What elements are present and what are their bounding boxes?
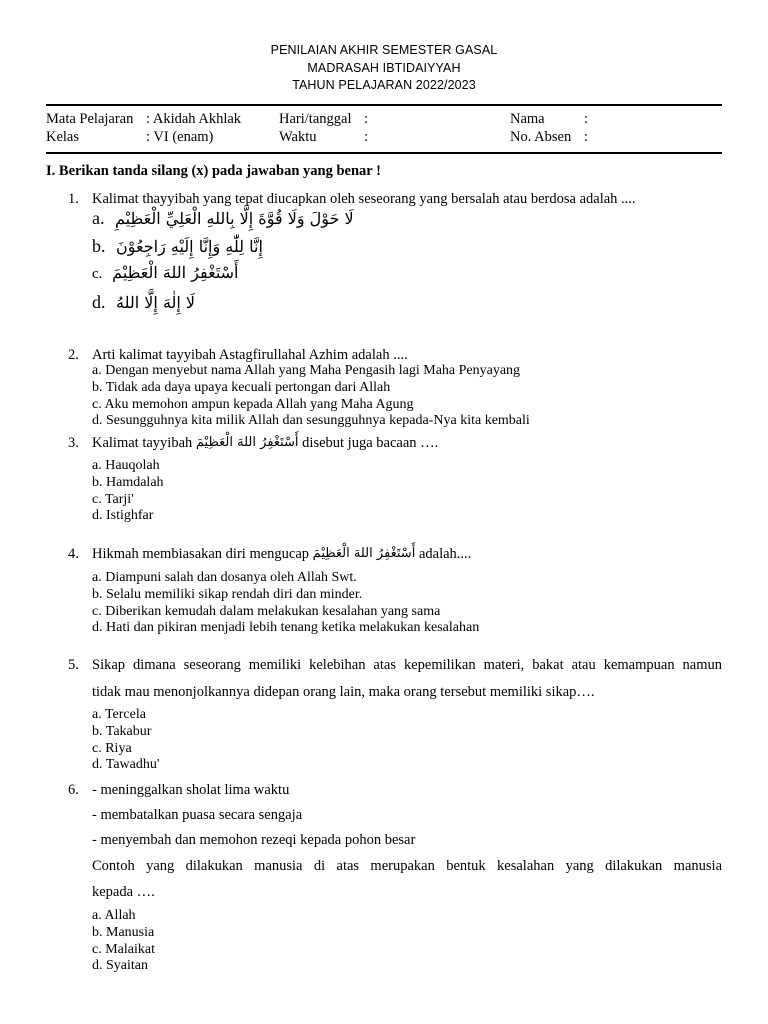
q3-option-d: d. Istighfar [92, 508, 154, 524]
q1-option-a-arabic: لَا حَوْلَ وَلَا قُوَّةَ إِلَّا بِاللهِ الْعَلِيِّ الْعَظِيْمِ [115, 209, 354, 228]
q5-text-line2: tidak mau menonjolkannya didepan orang lain, maka orang tersebut memiliki sikap…. [92, 684, 595, 700]
q4-option-d: d. Hati dan pikiran menjadi lebih tenang ketika melakukan kesalahan [92, 620, 480, 636]
q3-arabic: أَسْتَغْفِرُ اللهَ الْعَظِيْمَ [195, 435, 299, 450]
hari-value: : [364, 111, 369, 127]
q5-text-line1: Sikap dimana seseorang memiliki kelebihan atas kepemilikan materi, bakat atau kemampuan namun [92, 657, 722, 673]
kelas-label: Kelas [46, 129, 80, 145]
q6-option-b: b. Manusia [92, 924, 155, 940]
header-title: PENILAIAN AKHIR SEMESTER GASAL [270, 43, 498, 57]
mapel-label: Mata Pelajaran [46, 111, 134, 127]
q6-text-line2: kepada …. [92, 884, 155, 900]
q4-option-b: b. Selalu memiliki sikap rendah diri dan minder. [92, 586, 363, 602]
q1-option-d-letter: d. [92, 292, 106, 312]
q1-option-d-arabic: لَا إِلٰهَ إِلَّا اللهُ [116, 293, 196, 312]
q2-option-b: b. Tidak ada daya upaya kecuali pertongan dari Allah [92, 379, 391, 395]
exam-header [0, 42, 768, 95]
section-title: I. Berikan tanda silang (x) pada jawaban yang benar ! [46, 163, 381, 179]
q6-bullet-2: - membatalkan puasa secara sengaja [92, 807, 303, 823]
q6-option-a: a. Allah [92, 908, 136, 923]
header-year: TAHUN PELAJARAN 2022/2023 [292, 78, 476, 92]
q4-number: 4. [68, 546, 79, 562]
q2-option-a: a. Dengan menyebut nama Allah yang Maha Pengasih lagi Maha Penyayang [92, 363, 521, 378]
waktu-value: : [364, 129, 369, 145]
q3-number: 3. [68, 435, 79, 451]
q1-option-c [92, 263, 239, 283]
q1-option-b-letter: b. [92, 236, 106, 256]
q3-option-c: c. Tarji' [92, 491, 134, 507]
mapel-value: : Akidah Akhlak [146, 111, 242, 127]
q1-text: Kalimat thayyibah yang tepat diucapkan oleh seseorang yang bersalah atau berdosa adalah .... [92, 191, 636, 207]
q6-bullet-1: - meninggalkan sholat lima waktu [92, 782, 290, 798]
q5-options [92, 707, 159, 774]
q6-text-line1: Contoh yang dilakukan manusia di atas merupakan bentuk kesalahan yang dilakukan manusia [92, 858, 722, 874]
q1-option-b-arabic: إِنَّا لِلّٰهِ وَإِنَّا إِلَيْهِ رَاجِعُوْنَ [116, 237, 263, 256]
q3-option-b: b. Hamdalah [92, 474, 164, 490]
q6-number: 6. [68, 782, 79, 798]
nama-label: Nama [510, 111, 545, 127]
q3-text-before: Kalimat tayyibah [92, 435, 193, 451]
q1-option-a-letter: a. [92, 208, 105, 228]
waktu-label: Waktu [279, 129, 317, 145]
q1-number: 1. [68, 191, 79, 207]
q5-option-d: d. Tawadhu' [92, 757, 160, 773]
q5-number: 5. [68, 657, 79, 673]
q4-text-after: adalah.... [418, 546, 472, 562]
q6-bullet-3: - menyembah dan memohon rezeqi kepada pohon besar [92, 832, 416, 848]
absen-value: : [584, 129, 589, 145]
q3-text [92, 435, 438, 452]
q1-option-a [92, 208, 354, 229]
q2-option-d: d. Sesungguhnya kita milik Allah dan sesungguhnya kepada-Nya kita kembali [92, 413, 530, 429]
q6-option-d: d. Syaitan [92, 958, 148, 974]
header-rule-bottom [46, 152, 722, 154]
q2-text: Arti kalimat tayyibah Astagfirullahal Azhim adalah .... [92, 347, 408, 363]
q4-option-c: c. Diberikan kemudah dalam melakukan kesalahan yang sama [92, 603, 441, 619]
q1-option-b [92, 236, 263, 257]
header-school: MADRASAH IBTIDAIYYAH [307, 60, 461, 75]
q3-option-a: a. Hauqolah [92, 458, 160, 473]
q1-option-d [92, 292, 195, 313]
kelas-value: : VI (enam) [146, 129, 214, 145]
q5-option-b: b. Takabur [92, 723, 152, 739]
absen-label: No. Absen [510, 129, 572, 145]
q4-options [92, 570, 479, 637]
header-rule-top [46, 104, 722, 106]
nama-value: : [584, 111, 589, 127]
q1-option-c-arabic: أَسْتَغْفِرُ اللهَ الْعَظِيْمَ [112, 263, 239, 282]
q6-option-c: c. Malaikat [92, 941, 155, 957]
q5-option-a: a. Tercela [92, 707, 146, 722]
q5-option-c: c. Riya [92, 740, 132, 756]
q4-arabic: أَسْتَغْفِرُ اللهَ الْعَظِيْمَ [312, 546, 416, 561]
q3-options [92, 458, 164, 525]
q4-text-before: Hikmah membiasakan diri mengucap [92, 546, 310, 562]
q2-options [92, 363, 530, 430]
q4-text [92, 546, 471, 563]
q4-option-a: a. Diampuni salah dan dosanya oleh Allah Swt. [92, 570, 357, 585]
hari-label: Hari/tanggal [279, 111, 352, 127]
q6-options [92, 908, 155, 975]
q2-option-c: c. Aku memohon ampun kepada Allah yang Maha Agung [92, 396, 414, 412]
q3-text-after: disebut juga bacaan …. [302, 435, 439, 451]
q2-number: 2. [68, 347, 79, 363]
q1-option-c-letter: c. [92, 266, 103, 282]
